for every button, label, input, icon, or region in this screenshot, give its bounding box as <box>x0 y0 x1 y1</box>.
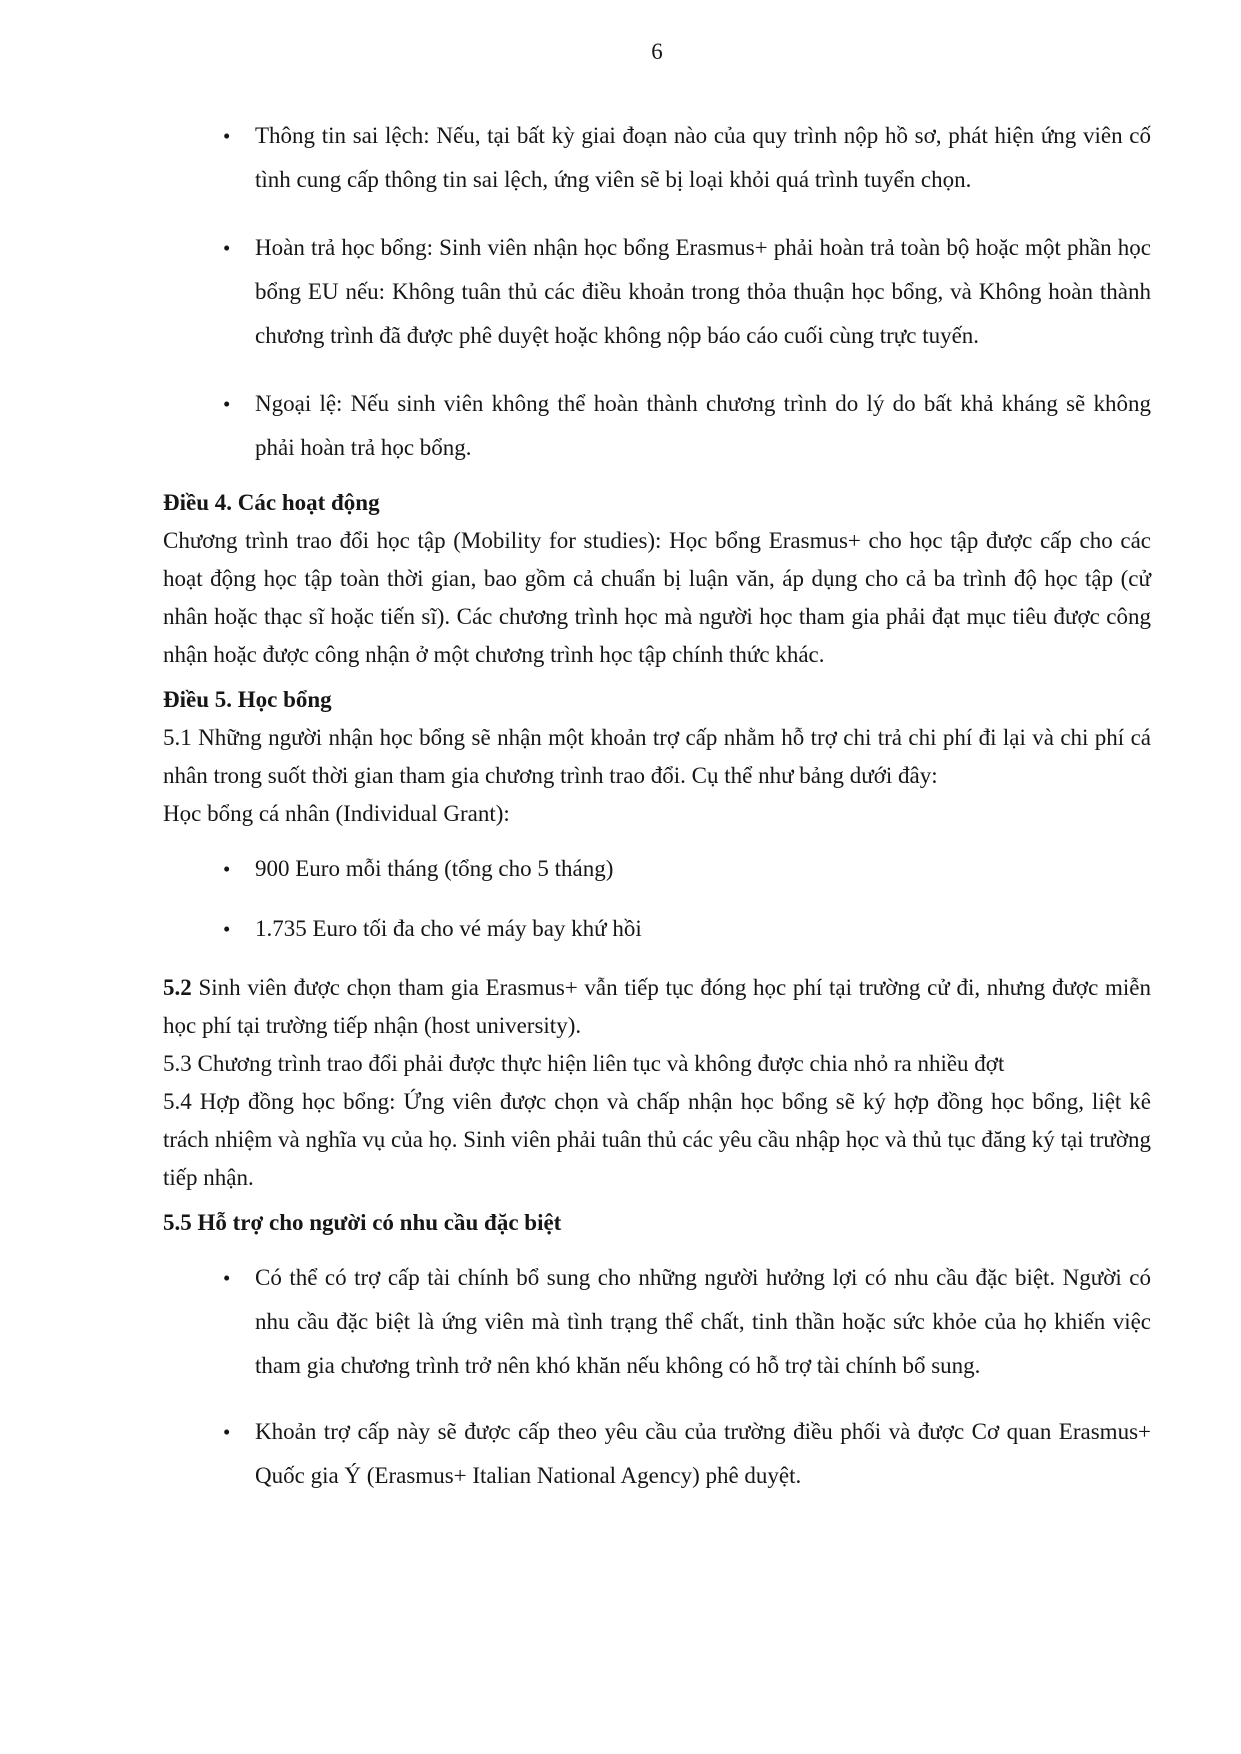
clause-5-2 <box>163 969 1151 1045</box>
clause-5-4: 5.4 Hợp đồng học bổng: Ứng viên được chọn và chấp nhận học bổng sẽ ký hợp đồng học bổng, liệt kê trách nhiệm và nghĩa vụ của họ. Sinh viên phải tuân thủ các yêu cầu nhập học và thủ tục đăng ký tại trường tiếp nhận. <box>163 1089 1151 1190</box>
page-number: 6 <box>651 39 663 64</box>
list-item: • 900 Euro mỗi tháng (tổng cho 5 tháng) <box>163 847 1151 891</box>
grant-bullet-list <box>163 847 1151 951</box>
grant-intro: Học bổng cá nhân (Individual Grant): <box>163 801 510 826</box>
list-item: • 1.735 Euro tối đa cho vé máy bay khứ hồi <box>163 907 1151 951</box>
article-5-heading: Điều 5. Học bổng <box>163 687 332 712</box>
clause-5-5-heading: 5.5 Hỗ trợ cho người có nhu cầu đặc biệt <box>163 1210 562 1235</box>
list-item: • Ngoại lệ: Nếu sinh viên không thể hoàn thành chương trình do lý do bất khả kháng sẽ không phải hoàn trả học bổng. <box>163 382 1151 470</box>
special-needs-bullet-list <box>163 1256 1151 1498</box>
clause-5-3: 5.3 Chương trình trao đổi phải được thực hiện liên tục và không được chia nhỏ ra nhiều đợt <box>163 1051 1005 1076</box>
clause-5-1: 5.1 Những người nhận học bổng sẽ nhận một khoản trợ cấp nhằm hỗ trợ chi trả chi phí đi lại và chi phí cá nhân trong suốt thời gian tham gia chương trình trao đổi. Cụ thể như bảng dưới đây: <box>163 725 1151 788</box>
list-item: • Khoản trợ cấp này sẽ được cấp theo yêu cầu của trường điều phối và được Cơ quan Erasmus+ Quốc gia Ý (Erasmus+ Italian National Agency) phê duyệt. <box>163 1410 1151 1498</box>
list-item: • Hoàn trả học bổng: Sinh viên nhận học bổng Erasmus+ phải hoàn trả toàn bộ hoặc một phần học bổng EU nếu: Không tuân thủ các điều khoản trong thỏa thuận học bổng, và Không hoàn thành chương trình đã được phê duyệt hoặc không nộp báo cáo cuối cùng trực tuyến. <box>163 226 1151 358</box>
article-4-body: Chương trình trao đổi học tập (Mobility for studies): Học bổng Erasmus+ cho học tập được cấp cho các hoạt động học tập toàn thời gian, bao gồm cả chuẩn bị luận văn, áp dụng cho cả ba trình độ học tập (cử nhân hoặc thạc sĩ hoặc tiến sĩ). Các chương trình học mà người học tham gia phải đạt mục tiêu được công nhận hoặc được công nhận ở một chương trình học tập chính thức khác. <box>163 528 1151 667</box>
clause-5-2-number: 5.2 <box>163 975 192 1000</box>
obligations-bullet-list <box>163 114 1151 470</box>
clause-5-2-text: Sinh viên được chọn tham gia Erasmus+ vẫn tiếp tục đóng học phí tại trường cử đi, nhưng được miễn học phí tại trường tiếp nhận (host university). <box>163 975 1151 1038</box>
article-4-heading: Điều 4. Các hoạt động <box>163 490 380 515</box>
list-item: • Thông tin sai lệch: Nếu, tại bất kỳ giai đoạn nào của quy trình nộp hồ sơ, phát hiện ứng viên cố tình cung cấp thông tin sai lệch, ứng viên sẽ bị loại khỏi quá trình tuyển chọn. <box>163 114 1151 202</box>
list-item: • Có thể có trợ cấp tài chính bổ sung cho những người hưởng lợi có nhu cầu đặc biệt. Người có nhu cầu đặc biệt là ứng viên mà tình trạng thể chất, tinh thần hoặc sức khỏe của họ khiến việc tham gia chương trình trở nên khó khăn nếu không có hỗ trợ tài chính bổ sung. <box>163 1256 1151 1388</box>
